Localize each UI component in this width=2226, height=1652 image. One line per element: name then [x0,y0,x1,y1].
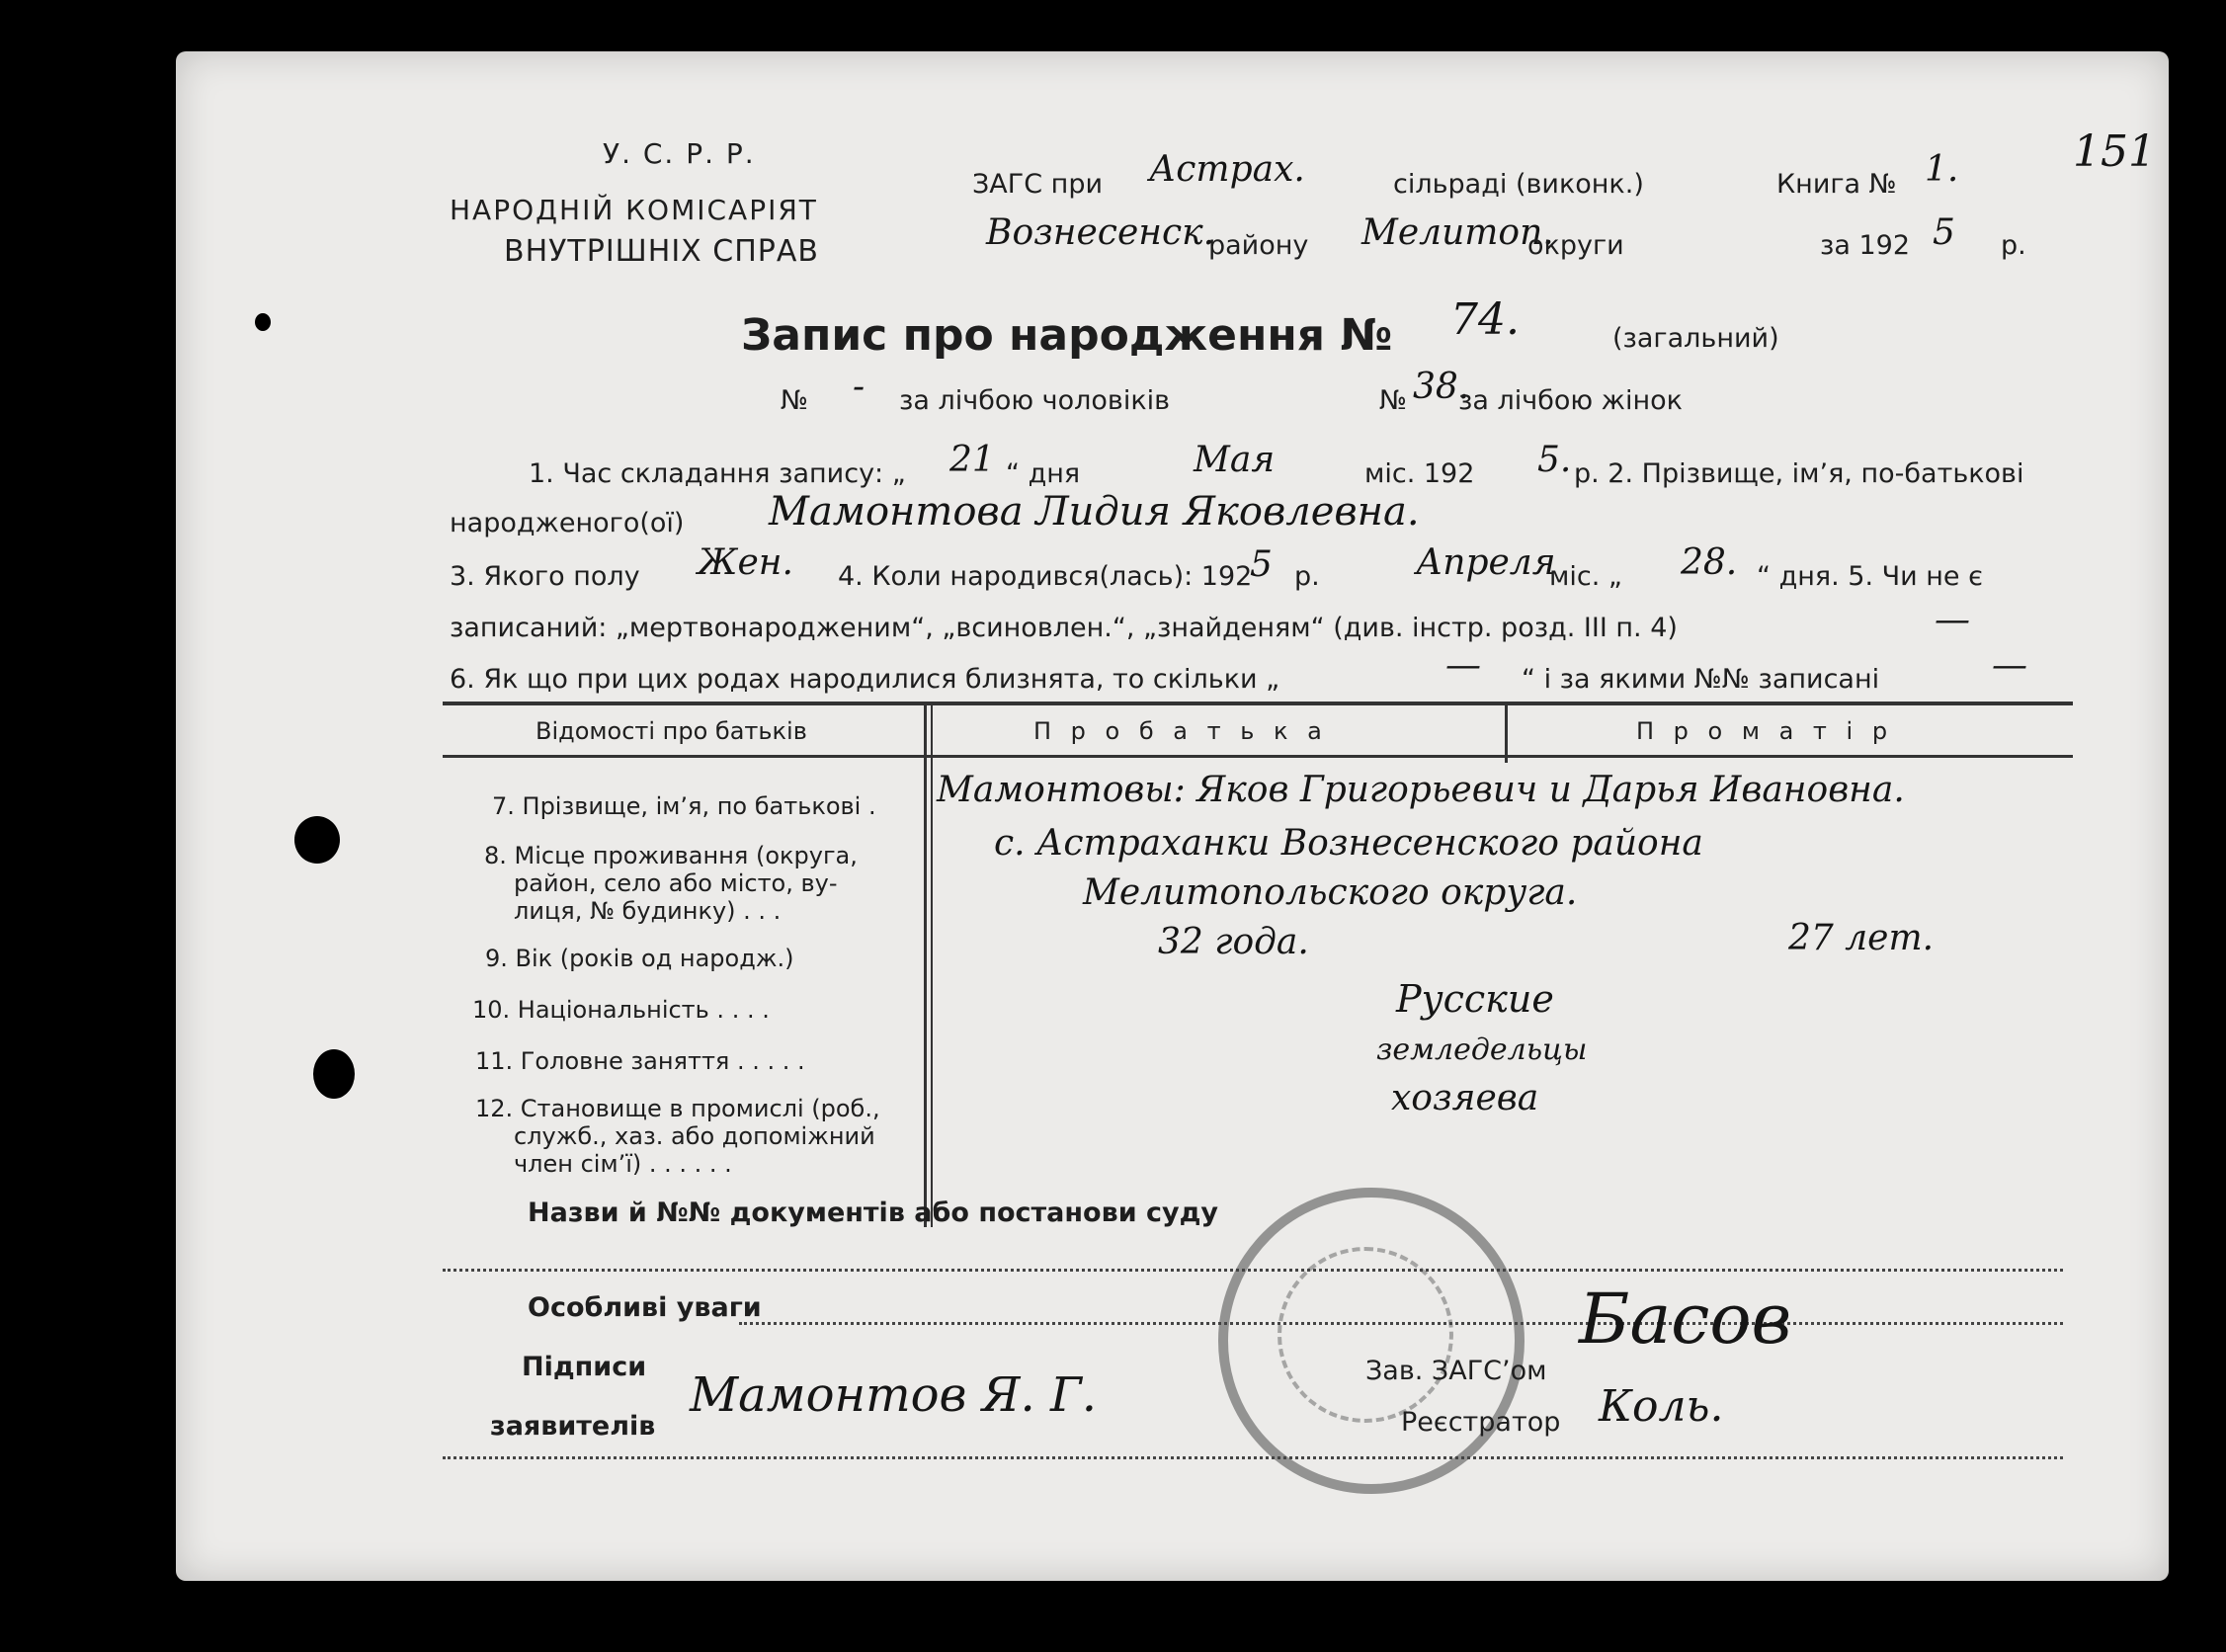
year-label: за 192 [1820,230,1911,261]
zags-head-signature: Басов [1579,1279,1792,1360]
zags-label: ЗАГС при [972,169,1104,200]
mother-age: 27 лет. [1788,918,1935,958]
field4-day: 28. [1681,542,1738,583]
registrar-label: Реєстратор [1401,1407,1561,1438]
okrug-label: округи [1527,230,1624,261]
men-count-prefix: № [781,385,809,416]
parents-occupation: земледельцы [1376,1032,1588,1067]
punch-hole [255,313,271,331]
field1-year-label: р. 2. Прізвище, ім’я, по-батькові [1574,458,2024,489]
row12-label: служб., хаз. або допоміжний [514,1122,875,1150]
table-col-divider [1505,703,1508,763]
field3-label: 3. Якого полу [450,561,640,592]
row7-label: 7. Прізвище, ім’я, по батькові . [492,792,876,820]
table-header-father: П р о б а т ь к а [1033,717,1328,745]
field4-day-label: “ дня. 5. Чи не є [1757,561,1983,592]
field1-year: 5. [1537,440,1572,480]
field1-month: Мая [1194,440,1276,480]
zags-head-label: Зав. ЗАГС’ом [1365,1356,1547,1386]
silradi-label: сільраді (виконк.) [1393,169,1644,200]
record-title: Запис про народження № [741,310,1393,361]
row10-label: 10. Національність . . . . [472,996,770,1024]
row8-label: 8. Місце проживання (округа, [484,842,858,869]
page-number: 151 [2073,126,2156,177]
men-count-value: - [853,367,866,407]
record-number: 74. [1450,294,1520,345]
parents-names: Мамонтовы: Яков Григорьевич и Дарья Ивановна. [937,770,1905,810]
women-count-prefix: № [1379,385,1408,416]
commissariat-line1: НАРОДНІЙ КОМІСАРІЯТ [450,194,818,226]
row11-label: 11. Головне заняття . . . . . [475,1047,805,1075]
punch-hole [313,1049,355,1099]
table-header-mother: П р о м а т і р [1636,717,1894,745]
year-suffix: р. [2001,230,2026,261]
year-value: 5 [1933,212,1955,253]
men-count-label: за лічбою чоловіків [899,385,1171,416]
field1-day: 21 [949,440,995,480]
field4-year-label: р. [1294,561,1320,592]
father-age: 32 года. [1158,922,1309,962]
zags-value: Астрах. [1149,149,1305,190]
parents-residence-1: с. Астраханки Вознесенского района [994,823,1703,864]
okrug-value: Мелитоп. [1361,212,1554,253]
registrar-signature: Коль. [1599,1381,1724,1432]
field6-label2: “ і за якими №№ записані [1522,664,1880,695]
book-label: Книга № [1776,169,1897,200]
row8-label: лиця, № будинку) . . . [514,897,782,925]
row12-label: 12. Становище в промислі (роб., [475,1095,880,1122]
field3-value: Жен. [698,542,793,583]
field5-label: записаний: „мертвонародженим“, „всиновлен.“, „знайденям“ (див. інстр. розд. III п. 4) [450,613,1678,643]
women-count-value: 38. [1413,367,1470,407]
applicant-signature: Мамонтов Я. Г. [690,1367,1098,1423]
field4-label: 4. Коли народився(лась): 192 [838,561,1253,592]
field1-label: 1. Час складання запису: „ [529,458,906,489]
record-general-label: (загальний) [1612,323,1779,354]
field6-value2: — [1992,645,2027,686]
table-col-divider [924,703,927,1227]
commissariat-line2: ВНУТРІШНІХ СПРАВ [504,234,819,269]
row12-label: член сім’ї) . . . . . . [514,1150,732,1178]
field2-label: народженого(ої) [450,508,685,538]
field5-value: — [1935,600,1970,640]
row8-label: район, село або місто, ву- [514,869,838,897]
signatures-label: Підписи [522,1352,647,1382]
parents-status: хозяева [1391,1078,1539,1118]
book-value: 1. [1925,149,1959,190]
field4-month-label: міс. „ [1549,561,1622,592]
punch-hole [294,816,340,864]
signatures-label: заявителів [490,1411,656,1442]
field6-value: — [1445,645,1481,686]
table-col-divider [931,703,933,1227]
field4-year: 5 [1250,544,1273,585]
republic-label: У. С. Р. Р. [603,137,756,170]
birth-record-document [176,51,2169,1581]
notes-line [739,1322,2063,1325]
field6-label: 6. Як що при цих родах народилися близнята, то скільки „ [450,664,1280,695]
field1-day-label: “ дня [1006,458,1081,489]
table-top-rule [443,702,2073,705]
row9-label: 9. Вік (років од народж.) [485,945,794,972]
notes-label: Особливі уваги [528,1292,762,1323]
documents-line [443,1269,2063,1272]
field2-value: Мамонтова Лидия Яковлевна. [769,489,1420,535]
table-header-rule [443,755,2073,758]
raion-label: району [1208,230,1309,261]
official-stamp-inner [1278,1247,1453,1423]
raion-value: Вознесенск. [986,212,1215,253]
signatures-line [443,1456,2063,1459]
field1-month-label: міс. 192 [1364,458,1475,489]
parents-residence-2: Мелитопольского округа. [1083,872,1578,913]
documents-label: Назви й №№ документів або постанови суду [528,1198,1219,1228]
women-count-label: за лічбою жінок [1458,385,1683,416]
parents-nationality: Русские [1396,977,1554,1021]
table-header-parents: Відомості про батьків [536,717,807,745]
field4-month: Апреля [1416,542,1556,583]
